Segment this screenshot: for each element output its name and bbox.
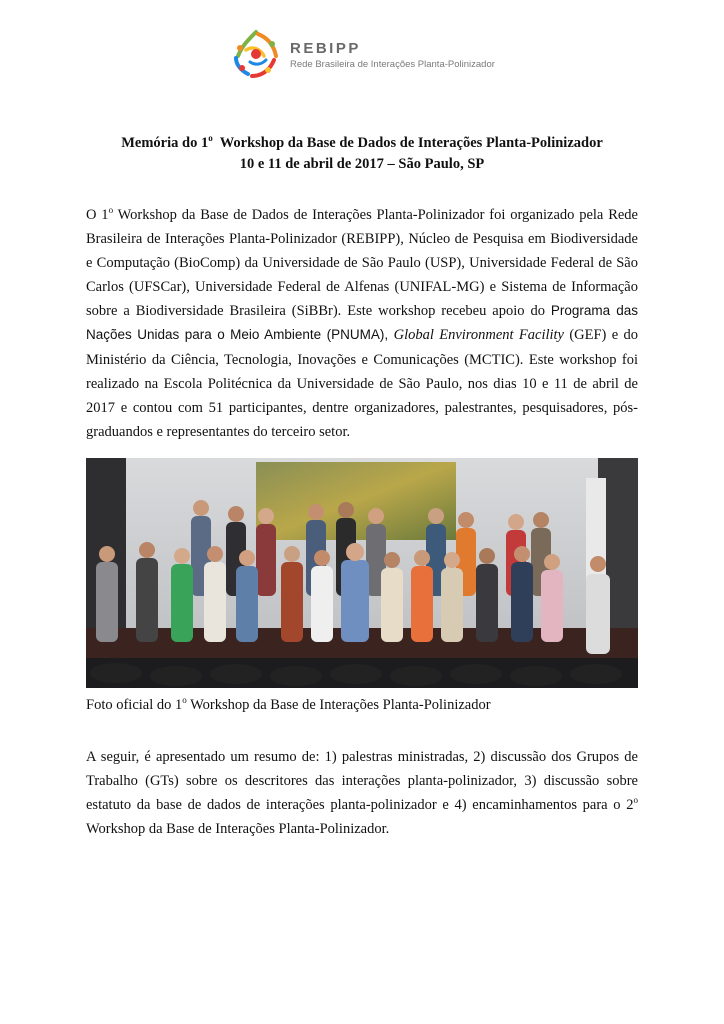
logo-tagline: Rede Brasileira de Interações Planta-Polinizador bbox=[290, 59, 495, 70]
logo-name: REBIPP bbox=[290, 40, 361, 57]
summary-paragraph: A seguir, é apresentado um resumo de: 1) palestras ministradas, 2) discussão dos Grupos de Trabalho (GTs) sobre os descritores das interações planta-polinizador, 3) discussão sobre estatuto da base de dados de interações planta-polinizador e 4) encaminhamentos para o 2$^o$ Workshop da Base de Interações Planta-Polinizador. bbox=[86, 749, 638, 838]
photo-caption: Foto oficial do 1$^o$ Workshop da Base de Interações Planta-Polinizador bbox=[86, 695, 491, 713]
intro-paragraph: O 1$^o$ Workshop da Base de Dados de Interações Planta-Polinizador foi organizado pela Rede Brasileira de Interações Planta-Polinizador (REBIPP), Núcleo de Pesquisa em Biodiversidade e Computação (BioComp) da Universidade de São Paulo (USP), Universidade Federal de São Carlos (UFSCar), Universidade Federal de Alfenas (UNIFAL-MG) e Sistema de Informação sobre a Biodiversidade Brasileira (SiBBr). Este workshop recebeu apoio do Programa das Nações Unidas para o Meio Ambiente (PNUMA), Global Environment Facility (GEF) e do Ministério da Ciência, Tecnologia, Inovações e Comunicações (MCTIC). Este workshop foi realizado na Escola Politécnica da Universidade de São Paulo, nos dias 10 e 11 de abril de 2017 e contou com 51 participantes, dentre organizadores, palestrantes, pesquisadores, pós-graduandos e representantes do terceiro setor. bbox=[86, 205, 638, 440]
group-photo bbox=[86, 458, 638, 688]
pollinator-network-icon bbox=[228, 26, 284, 82]
document-subtitle: 10 e 11 de abril de 2017 – São Paulo, SP bbox=[239, 156, 485, 172]
rebipp-logo bbox=[228, 26, 508, 82]
document-title: Memória do 1$^o$ Workshop da Base de Dados de Interações Planta-Polinizador bbox=[121, 133, 603, 151]
